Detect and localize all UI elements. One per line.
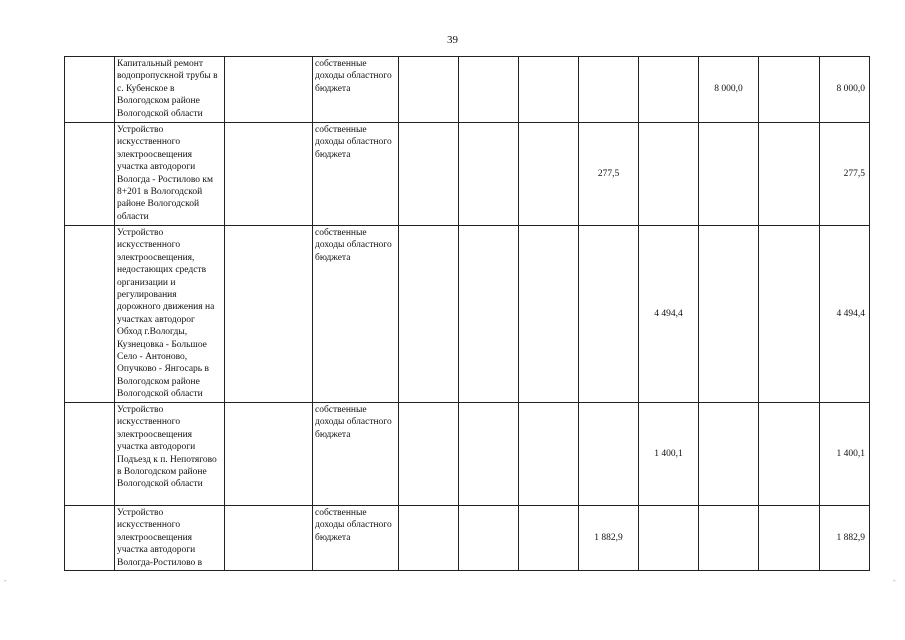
amount-cell: 8 000,0 [699,57,759,123]
row-number-cell [65,57,115,123]
amount-cell [579,226,639,403]
table-row [65,226,870,403]
amount-cell [759,123,820,226]
row-number-cell [65,506,115,571]
amount-cell [639,57,699,123]
funding-source-cell: собственные доходы областного бюджета [313,123,399,226]
funding-source-cell: собственные доходы областного бюджета [313,403,399,506]
amount-cell [579,403,639,506]
amount-cell [459,403,519,506]
total-cell: 1 400,1 [820,403,870,506]
amount-cell [759,226,820,403]
amount-cell: 1 882,9 [579,506,639,571]
item-name-cell: Капитальный ремонт водопропускной трубы в с. Кубенское в Вологодском районе Вологодской области [115,57,225,123]
amount-cell [519,506,579,571]
amount-cell [759,57,820,123]
amount-cell [399,506,459,571]
item-name-cell: Устройство искусственного электроосвещения, недостающих средств организации и регулирования дорожного движения на участках автодорог Обход г.Вологды, Кузнецовка - Большое Село - Антоново, Опучково - Янгосарь в Вологодском районе Вологодской области [115,226,225,403]
row-number-cell [65,403,115,506]
amount-cell [519,403,579,506]
total-cell: 4 494,4 [820,226,870,403]
amount-cell [759,506,820,571]
funding-source-cell: собственные доходы областного бюджета [313,226,399,403]
amount-cell [519,226,579,403]
total-cell: 1 882,9 [820,506,870,571]
page-number: 39 [447,34,458,46]
amount-cell [399,123,459,226]
amount-cell [699,123,759,226]
blank-cell [225,506,313,571]
row-number-cell [65,123,115,226]
amount-cell [399,403,459,506]
table-row [65,123,870,226]
total-cell: 8 000,0 [820,57,870,123]
amount-cell [699,226,759,403]
amount-cell [699,506,759,571]
amount-cell [519,57,579,123]
amount-cell: 1 400,1 [639,403,699,506]
blank-cell [225,226,313,403]
amount-cell [459,123,519,226]
amount-cell [639,506,699,571]
amount-cell [759,403,820,506]
row-number-cell [65,226,115,403]
table-row [65,506,870,571]
amount-cell [519,123,579,226]
crop-mark: - [893,576,896,585]
item-name-cell: Устройство искусственного электроосвещения участка автодороги Подъезд к п. Непотягово в Вологодском районе Вологодской области [115,403,225,506]
amount-cell: 277,5 [579,123,639,226]
table-row [65,403,870,506]
amount-cell [459,506,519,571]
budget-table [64,56,870,571]
funding-source-cell: собственные доходы областного бюджета [313,506,399,571]
amount-cell [639,123,699,226]
amount-cell [399,57,459,123]
blank-cell [225,403,313,506]
amount-cell [399,226,459,403]
crop-mark: - [4,576,7,585]
funding-source-cell: собственные доходы областного бюджета [313,57,399,123]
item-name-cell: Устройство искусственного электроосвещения участка автодороги Вологда - Ростилово км 8+201 в Вологодской районе Вологодской области [115,123,225,226]
item-name-cell: Устройство искусственного электроосвещения участка автодороги Вологда-Ростилово в [115,506,225,571]
amount-cell [459,57,519,123]
amount-cell [699,403,759,506]
amount-cell: 4 494,4 [639,226,699,403]
amount-cell [459,226,519,403]
amount-cell [579,57,639,123]
blank-cell [225,123,313,226]
table-row [65,57,870,123]
total-cell: 277,5 [820,123,870,226]
blank-cell [225,57,313,123]
